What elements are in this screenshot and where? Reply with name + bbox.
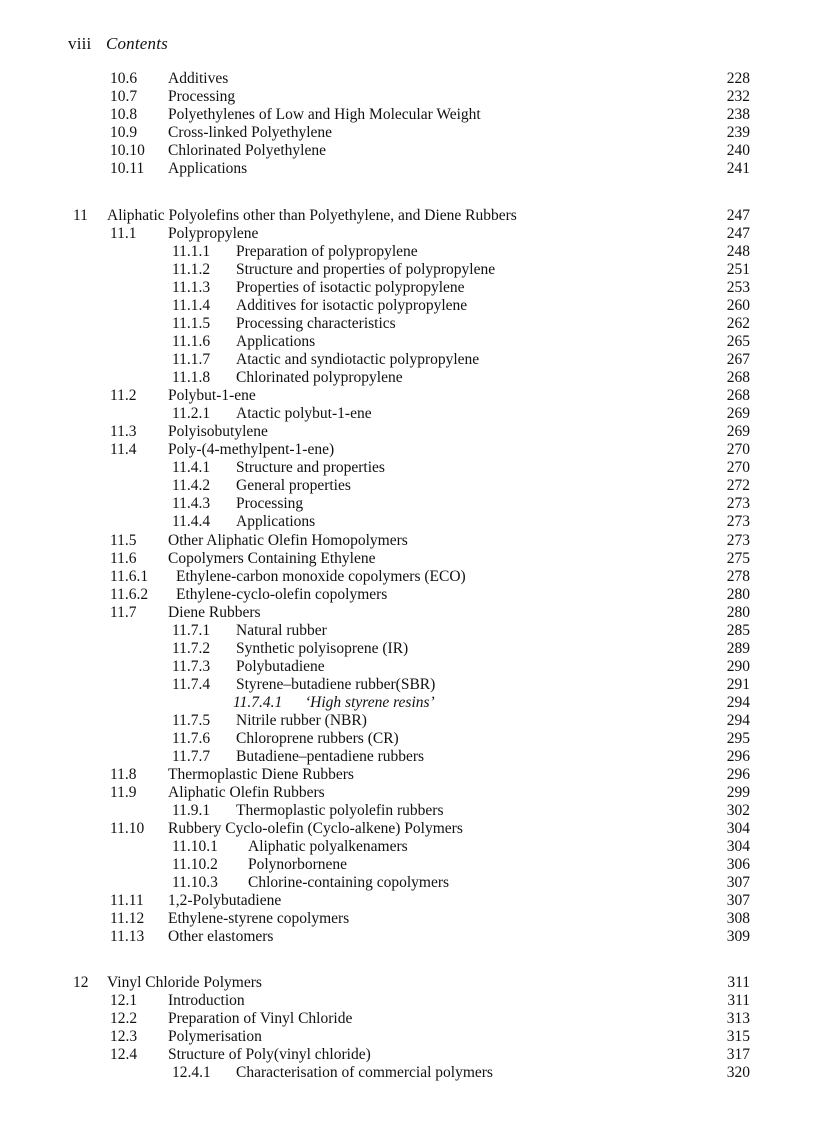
toc-entry-number: 11.12 xyxy=(110,910,145,927)
toc-entry xyxy=(0,369,816,387)
toc-entry-title: Aliphatic Polyolefins other than Polyethylene, and Diene Rubbers xyxy=(107,207,517,224)
toc-entry-page: 267 xyxy=(726,351,750,368)
toc-entry-page: 275 xyxy=(726,550,750,567)
toc-entry-number: 11.11 xyxy=(110,892,144,909)
toc-entry-number: 11.10.1 xyxy=(172,838,218,855)
toc-entry-number: 10.7 xyxy=(110,88,138,105)
toc-entry-page: 296 xyxy=(726,748,750,765)
toc-entry-number: 11.4.2 xyxy=(172,477,211,494)
toc-entry xyxy=(0,1064,816,1082)
toc-entry xyxy=(0,928,816,946)
toc-entry-page: 247 xyxy=(726,207,750,224)
toc-entry-number: 11.1.2 xyxy=(172,261,211,278)
toc-entry-number: 11.2 xyxy=(110,387,137,404)
toc-entry-page: 232 xyxy=(726,88,750,105)
toc-entry-page: 285 xyxy=(726,622,750,639)
toc-entry-number: 11.5 xyxy=(110,532,137,549)
toc-entry-title: Polymerisation xyxy=(168,1028,262,1045)
toc-entry xyxy=(0,297,816,315)
toc-entry-page: 294 xyxy=(726,694,750,711)
toc-entry xyxy=(0,405,816,423)
toc-entry-page: 291 xyxy=(726,676,750,693)
toc-entry-title: Characterisation of commercial polymers xyxy=(236,1064,493,1081)
toc-entry-number: 12.1 xyxy=(110,992,138,1009)
toc-entry xyxy=(0,423,816,441)
toc-entry-number: 11.1.4 xyxy=(172,297,211,314)
toc-entry-number: 12.4 xyxy=(110,1046,138,1063)
toc-entry-number: 11.10.2 xyxy=(172,856,218,873)
toc-entry-page: 253 xyxy=(726,279,750,296)
toc-entry-title: Atactic and syndiotactic polypropylene xyxy=(236,351,480,368)
toc-entry xyxy=(0,124,816,142)
toc-entry-title: Processing characteristics xyxy=(236,315,396,332)
toc-entry-title: Copolymers Containing Ethylene xyxy=(168,550,376,567)
toc-entry-title: Aliphatic polyalkenamers xyxy=(248,838,408,855)
toc-entry-page: 302 xyxy=(726,802,750,819)
toc-entry-page: 311 xyxy=(727,974,750,991)
toc-entry-page: 289 xyxy=(726,640,750,657)
toc-entry-number: 11.7 xyxy=(110,604,137,621)
toc-entry-title: Aliphatic Olefin Rubbers xyxy=(168,784,325,801)
toc-entry-title: Processing xyxy=(168,88,236,105)
toc-entry xyxy=(0,676,816,694)
toc-entry-number: 11.7.6 xyxy=(172,730,211,747)
toc-entry-number: 11.1.5 xyxy=(172,315,211,332)
toc-entry-title: Introduction xyxy=(168,992,245,1009)
toc-entry-number: 11.4.3 xyxy=(172,495,211,512)
toc-entry-page: 268 xyxy=(726,369,750,386)
toc-entry xyxy=(0,802,816,820)
toc-entry-number: 10.8 xyxy=(110,106,138,123)
toc-entry-number: 11.4.1 xyxy=(172,459,211,476)
toc-entry-number: 12 xyxy=(73,974,89,991)
toc-entry xyxy=(0,70,816,88)
toc-entry xyxy=(0,225,816,243)
toc-entry-title: Ethylene-styrene copolymers xyxy=(168,910,350,927)
toc-entry-title: Butadiene–pentadiene rubbers xyxy=(236,748,425,765)
toc-entry-page: 307 xyxy=(726,874,750,891)
toc-entry xyxy=(0,1028,816,1046)
toc-entry xyxy=(0,910,816,928)
toc-entry xyxy=(0,586,816,604)
toc-entry-title: 1,2-Polybutadiene xyxy=(168,892,282,909)
toc-entry xyxy=(0,88,816,106)
toc-entry-number: 11.6.2 xyxy=(110,586,149,603)
toc-entry-number: 12.4.1 xyxy=(172,1064,211,1081)
toc-entry-title: Cross-linked Polyethylene xyxy=(168,124,333,141)
toc-entry-title: Nitrile rubber (NBR) xyxy=(236,712,367,729)
toc-entry-title: Polybutadiene xyxy=(236,658,325,675)
toc-entry-title: Thermoplastic polyolefin rubbers xyxy=(236,802,444,819)
toc-entry-title: Chlorinated Polyethylene xyxy=(168,142,326,159)
toc-entry xyxy=(0,351,816,369)
toc-entry-page: 248 xyxy=(726,243,750,260)
toc-entry-number: 11.9.1 xyxy=(172,802,211,819)
toc-entry-number: 11.9 xyxy=(110,784,137,801)
toc-entry-title: Diene Rubbers xyxy=(168,604,261,621)
toc-entry xyxy=(0,532,816,550)
toc-entry-number: 12.3 xyxy=(110,1028,138,1045)
toc-entry xyxy=(0,892,816,910)
toc-entry-number: 11.1.1 xyxy=(172,243,211,260)
toc-entry-number: 11.1.7 xyxy=(172,351,211,368)
toc-entry-title: Rubbery Cyclo-olefin (Cyclo-alkene) Polymers xyxy=(168,820,463,837)
toc-entry-number: 11.4 xyxy=(110,441,137,458)
toc-entry-title: Polyisobutylene xyxy=(168,423,268,440)
toc-entry xyxy=(0,459,816,477)
toc-entry-title: Additives xyxy=(168,70,229,87)
toc-entry-title: Applications xyxy=(168,160,248,177)
toc-entry xyxy=(0,694,816,712)
toc-entry-number: 11.1.8 xyxy=(172,369,211,386)
toc-entry-page: 238 xyxy=(726,106,750,123)
toc-entry xyxy=(0,820,816,838)
toc-entry-title: Ethylene-carbon monoxide copolymers (ECO) xyxy=(176,568,466,585)
toc-entry xyxy=(0,568,816,586)
toc-entry-number: 11.7.5 xyxy=(172,712,211,729)
toc-entry-number: 11.7.1 xyxy=(172,622,211,639)
toc-entry xyxy=(0,441,816,459)
page-number: viii xyxy=(68,34,92,53)
toc-entry-title: Structure of Poly(vinyl chloride) xyxy=(168,1046,371,1063)
toc-entry-number: 11.7.7 xyxy=(172,748,211,765)
running-title: Contents xyxy=(105,34,168,53)
toc-entry-title: Thermoplastic Diene Rubbers xyxy=(168,766,354,783)
toc-entry xyxy=(0,838,816,856)
toc-entry xyxy=(0,495,816,513)
toc-entry-title: Applications xyxy=(236,333,316,350)
toc-entry xyxy=(0,1010,816,1028)
toc-entry-page: 247 xyxy=(726,225,750,242)
toc-entry-page: 251 xyxy=(726,261,750,278)
toc-entry-number: 11.6.1 xyxy=(110,568,149,585)
toc-entry-title: Chloroprene rubbers (CR) xyxy=(236,730,399,747)
toc-entry-title: Properties of isotactic polypropylene xyxy=(236,279,465,296)
toc-entry xyxy=(0,730,816,748)
toc-entry-number: 11.2.1 xyxy=(172,405,211,422)
toc-entry-number: 11.13 xyxy=(110,928,145,945)
toc-entry xyxy=(0,160,816,178)
toc-entry-number: 10.11 xyxy=(110,160,145,177)
toc-entry-page: 315 xyxy=(726,1028,750,1045)
toc-entry-page: 290 xyxy=(726,658,750,675)
toc-entry xyxy=(0,974,816,992)
toc-entry-page: 269 xyxy=(726,405,750,422)
toc-entry-page: 308 xyxy=(726,910,750,927)
toc-entry-number: 10.10 xyxy=(110,142,145,159)
toc-entry-title: Chlorinated polypropylene xyxy=(236,369,403,386)
toc-entry-title: Structure and properties of polypropylene xyxy=(236,261,496,278)
toc-entry-title: Poly-(4-methylpent-1-ene) xyxy=(168,441,335,458)
toc-entry xyxy=(0,604,816,622)
toc-entry xyxy=(0,856,816,874)
toc-entry xyxy=(0,513,816,531)
toc-entry-number: 11.7.3 xyxy=(172,658,211,675)
toc-entry-page: 278 xyxy=(726,568,750,585)
toc-entry-title: Preparation of polypropylene xyxy=(236,243,418,260)
toc-entry-number: 11.1 xyxy=(110,225,137,242)
toc-entry-title: Natural rubber xyxy=(236,622,327,639)
toc-entry-page: 240 xyxy=(726,142,750,159)
toc-entry-title: Chlorine-containing copolymers xyxy=(248,874,450,891)
toc-entry-title: Additives for isotactic polypropylene xyxy=(236,297,468,314)
toc-entry xyxy=(0,640,816,658)
toc-entry-number: 11.3 xyxy=(110,423,137,440)
toc-entry xyxy=(0,784,816,802)
toc-entry xyxy=(0,279,816,297)
toc-entry xyxy=(0,622,816,640)
toc-entry-number: 11.1.6 xyxy=(172,333,211,350)
toc-entry-page: 280 xyxy=(726,604,750,621)
toc-entry-title: Styrene–butadiene rubber(SBR) xyxy=(236,676,436,693)
toc-entry-page: 265 xyxy=(726,333,750,350)
toc-entry xyxy=(0,658,816,676)
toc-entry-page: 270 xyxy=(726,459,750,476)
toc-entry xyxy=(0,712,816,730)
toc-entry-page: 273 xyxy=(726,513,750,530)
toc-entry-number: 11.7.4.1 xyxy=(233,694,283,711)
toc-entry-page: 272 xyxy=(726,477,750,494)
toc-entry-page: 270 xyxy=(726,441,750,458)
toc-entry-number: 11.10 xyxy=(110,820,145,837)
toc-entry-title: Vinyl Chloride Polymers xyxy=(107,974,262,991)
toc-entry xyxy=(0,550,816,568)
toc-entry-number: 11.10.3 xyxy=(172,874,218,891)
toc-entry-title: Synthetic polyisoprene (IR) xyxy=(236,640,409,657)
toc-entry xyxy=(0,315,816,333)
toc-entry-title: Ethylene-cyclo-olefin copolymers xyxy=(176,586,388,603)
toc-entry xyxy=(0,992,816,1010)
toc-entry-number: 11 xyxy=(73,207,88,224)
toc-entry xyxy=(0,142,816,160)
toc-entry xyxy=(0,477,816,495)
toc-entry-page: 295 xyxy=(726,730,750,747)
toc-entry-page: 273 xyxy=(726,532,750,549)
toc-entry-page: 228 xyxy=(726,70,750,87)
toc-entry xyxy=(0,748,816,766)
toc-entry xyxy=(0,243,816,261)
toc-entry-title: Processing xyxy=(236,495,304,512)
toc-entry-number: 10.6 xyxy=(110,70,138,87)
toc-entry-page: 273 xyxy=(726,495,750,512)
toc-entry-number: 11.4.4 xyxy=(172,513,211,530)
toc-entry-page: 262 xyxy=(726,315,750,332)
toc-entry-page: 241 xyxy=(726,160,750,177)
running-header xyxy=(68,34,168,54)
toc-entry-number: 11.7.2 xyxy=(172,640,211,657)
toc-entry-page: 269 xyxy=(726,423,750,440)
toc-entry-number: 10.9 xyxy=(110,124,138,141)
toc-entry-title: Other Aliphatic Olefin Homopolymers xyxy=(168,532,408,549)
toc-entry xyxy=(0,874,816,892)
toc-entry-title: Polyethylenes of Low and High Molecular Weight xyxy=(168,106,481,123)
toc-entry-title: Polybut-1-ene xyxy=(168,387,256,404)
toc-entry-title: Other elastomers xyxy=(168,928,274,945)
toc-entry-page: 306 xyxy=(726,856,750,873)
toc-entry-title: Polynorbornene xyxy=(248,856,348,873)
toc-entry-page: 304 xyxy=(726,838,750,855)
toc-entry-page: 296 xyxy=(726,766,750,783)
toc-entry-page: 260 xyxy=(726,297,750,314)
toc-entry xyxy=(0,1046,816,1064)
toc-entry-number: 11.1.3 xyxy=(172,279,211,296)
toc-entry-number: 11.7.4 xyxy=(172,676,211,693)
toc-entry-title: ‘High styrene resins’ xyxy=(305,694,435,711)
toc-entry xyxy=(0,261,816,279)
toc-entry-number: 12.2 xyxy=(110,1010,138,1027)
toc-entry xyxy=(0,333,816,351)
toc-entry-page: 299 xyxy=(726,784,750,801)
toc-entry-title: General properties xyxy=(236,477,351,494)
toc-entry-page: 311 xyxy=(727,992,750,1009)
toc-entry xyxy=(0,766,816,784)
toc-entry xyxy=(0,207,816,225)
toc-entry-title: Preparation of Vinyl Chloride xyxy=(168,1010,353,1027)
toc-entry-page: 307 xyxy=(726,892,750,909)
toc-entry-title: Applications xyxy=(236,513,316,530)
toc-entry-number: 11.6 xyxy=(110,550,137,567)
toc-entry-page: 280 xyxy=(726,586,750,603)
toc-entry-page: 268 xyxy=(726,387,750,404)
toc-entry-page: 309 xyxy=(726,928,750,945)
toc-entry-page: 320 xyxy=(726,1064,750,1081)
toc-entry-page: 317 xyxy=(726,1046,750,1063)
toc-entry-page: 313 xyxy=(726,1010,750,1027)
toc-entry xyxy=(0,106,816,124)
toc-entry-page: 294 xyxy=(726,712,750,729)
toc-entry xyxy=(0,387,816,405)
toc-entry-page: 239 xyxy=(726,124,750,141)
toc-entry-title: Structure and properties xyxy=(236,459,385,476)
toc-entry-page: 304 xyxy=(726,820,750,837)
toc-entry-title: Polypropylene xyxy=(168,225,259,242)
toc-entry-number: 11.8 xyxy=(110,766,137,783)
toc-entry-title: Atactic polybut-1-ene xyxy=(236,405,372,422)
